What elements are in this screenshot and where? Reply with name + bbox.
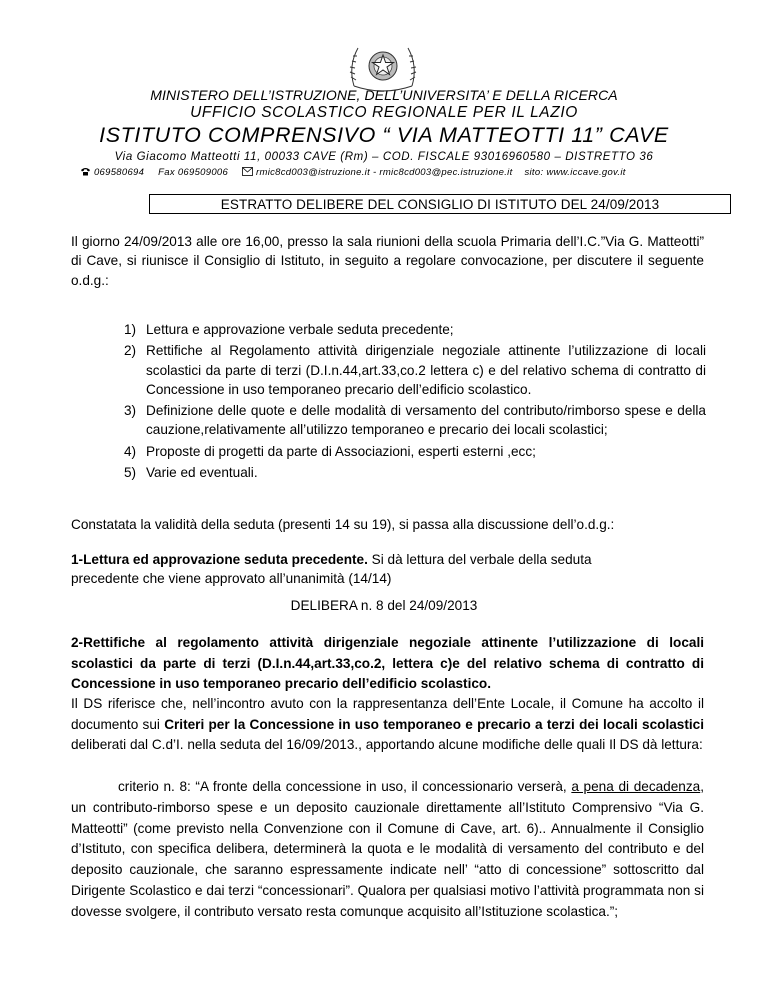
email-addresses: rmic8cd003@istruzione.it - rmic8cd003@pec.istruzione.it — [256, 167, 513, 178]
ministry-heading: MINISTERO DELL’ISTRUZIONE, DELL’UNIVERSITA’ E DELLA RICERCA — [150, 87, 618, 103]
section-2-title: 2-Rettifiche al regolamento attività dirigenziale negoziale attinente l’utilizzazione di locali scolastici da parte di terzi (D.I.n.44,art.33,co.2, lettera c)e del relativo schema di contratto di Concessione in uso temporaneo precario dell’edificio scolastico. — [71, 635, 704, 692]
agenda-list — [124, 320, 706, 484]
contact-line — [80, 167, 700, 178]
agenda-item: 3) Definizione delle quote e delle modalità di versamento del contributo/rimborso spese e della cauzione,relativamente all’utilizzo temporaneo e precario dei locali scolastici; — [124, 403, 706, 438]
ds-report-paragraph: Il DS riferisce che, nell’incontro avuto con la rappresentanza dell’Ente Locale, il Comune ha accolto il documento sui Criteri per la Concessione in uso temporaneo e precario a terzi dei locali scolastici deliberati dal C.d’I. nella seduta del 16/09/2013., apportando alcune modifiche delle quali Il DS dà lettura: — [71, 696, 704, 753]
school-name: ISTITUTO COMPRENSIVO “ VIA MATTEOTTI 11” CAVE — [99, 123, 669, 147]
agenda-item: 1) Lettura e approvazione verbale seduta precedente; — [124, 322, 454, 337]
criterion-8-paragraph: criterio n. 8: “A fronte della concessione in uso, il concessionario verserà, a pena di decadenza, un contributo-rimborso spese e un deposito cauzionale direttamente all’Istituto Comprensivo “Via G. Matteotti” (come previsto nella Convenzione con il Comune di Cave, art. 6).. Annualmente il Consiglio d’Istituto, con specifica delibera, determinerà la quota e le modalità di versamento del contributo e del deposito cauzionale, che saranno espressamente indicate nell’ “atto di concessione” sottoscritto dal Dirigente Scolastico e dai terzi “concessionari”. Qualora per qualsiasi motivo l’attività programmata non si dovesse svolgere, il contributo versato resta comunque acquisito all’Istituzione scolastica.”; — [71, 779, 704, 919]
delibera-number: DELIBERA n. 8 del 24/09/2013 — [290, 598, 478, 613]
agenda-item: 4) Proposte di progetti da parte di Associazioni, esperti esterni ,ecc; — [124, 443, 536, 459]
fax-number: Fax 069509006 — [158, 167, 229, 178]
quorum-statement: Constatata la validità della seduta (presenti 14 su 19), si passa alla discussione dell’o.d.g.: — [71, 517, 615, 532]
criteria-title: Criteri per la Concessione in uso temporaneo e precario a terzi dei locali scolastici — [164, 716, 704, 732]
document-title: ESTRATTO DELIBERE DEL CONSIGLIO DI ISTITUTO DEL 24/09/2013 — [149, 194, 731, 214]
section-1-title: 1-Lettura ed approvazione seduta precedente. — [71, 552, 368, 567]
telephone-icon — [80, 167, 91, 176]
intro-paragraph: Il giorno 24/09/2013 alle ore 16,00, presso la sala riunioni della scuola Primaria dell’I.C.”Via G. Matteotti” di Cave, si riunisce il Consiglio di Istituto, in seguito a regolare convocazione, per discutere il seguente o.d.g.: — [71, 234, 704, 288]
office-heading: UFFICIO SCOLASTICO REGIONALE PER IL LAZIO — [190, 104, 578, 121]
phone-number: 069580694 — [93, 167, 145, 178]
section-1 — [71, 550, 631, 589]
agenda-item: 2) Rettifiche al Regolamento attività dirigenziale negoziale attinente l’utilizzazione di locali scolastici da parte di terzi (D.I.n.44,art.33,co.2 lettera c) e del relativo schema di contratto di Concessione in uso temporaneo precario dell’edificio scolastico. — [124, 343, 706, 397]
school-address: Via Giacomo Matteotti 11, 00033 CAVE (Rm) – COD. FISCALE 93016960580 – DISTRETTO 36 — [114, 151, 654, 163]
section-1-text: Si dà lettura del verbale della seduta precedente che viene approvato all’unanimità (14/14) — [71, 552, 592, 587]
agenda-item: 5) Varie ed eventuali. — [124, 465, 258, 481]
underlined-phrase: a pena di decadenza — [571, 779, 701, 794]
envelope-icon — [242, 167, 253, 176]
website: sito: www.iccave.gov.it — [524, 167, 626, 178]
